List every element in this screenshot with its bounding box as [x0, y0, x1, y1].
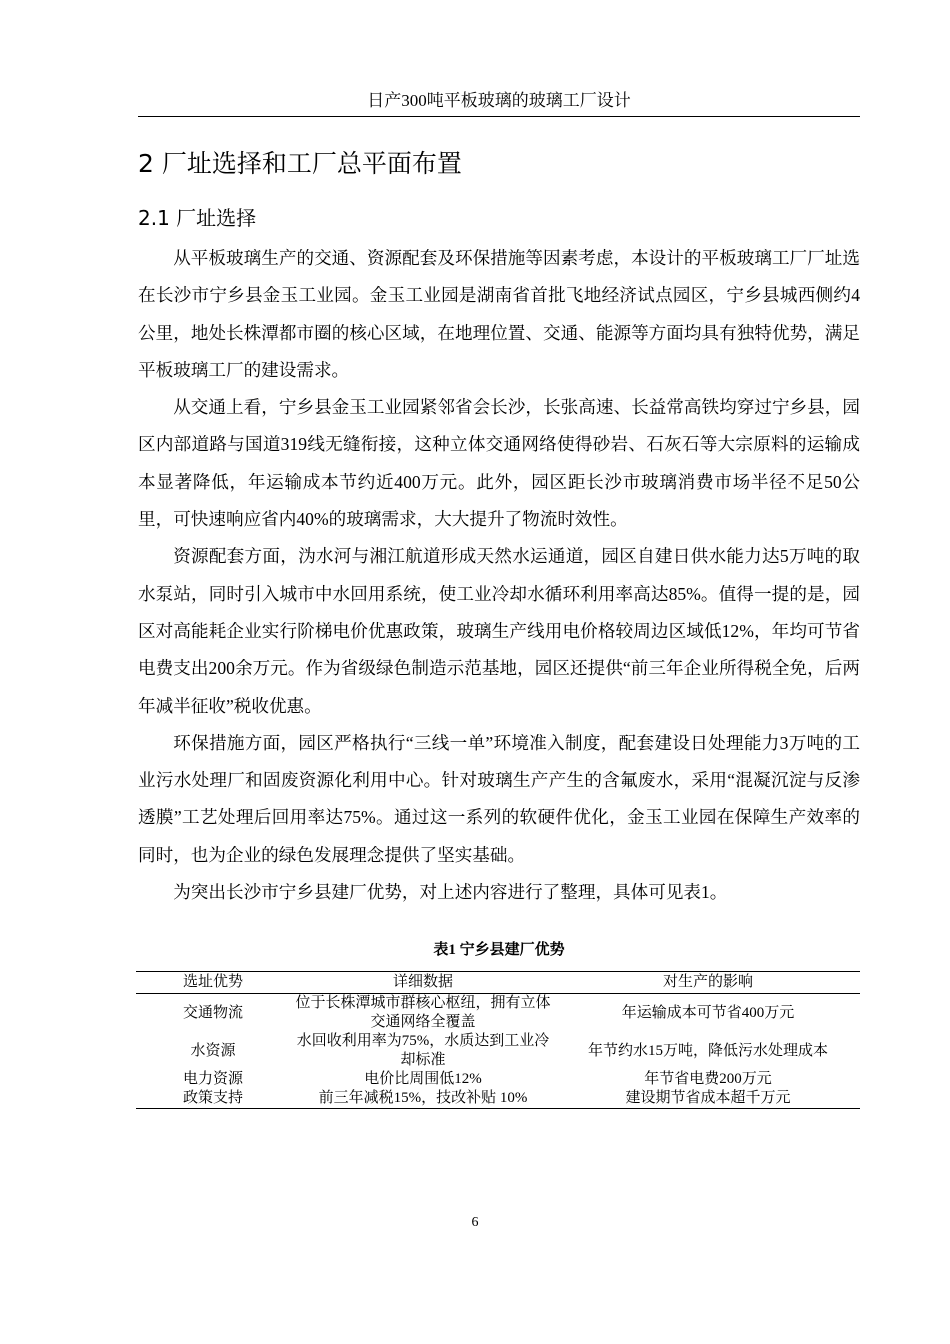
table-row	[136, 1070, 860, 1089]
table-cell: 电力资源	[182, 1071, 243, 1087]
table-cell: 年节省电费200万元	[644, 1071, 772, 1087]
table-cell: 前三年减税15%，技改补贴 10%	[290, 1089, 556, 1109]
body-text	[138, 240, 860, 911]
table-row	[136, 1089, 860, 1109]
table-row	[136, 1032, 860, 1070]
column-header: 详细数据	[290, 972, 556, 994]
paragraph: 资源配套方面，沩水河与湘江航道形成天然水运通道，园区自建日供水能力达5万吨的取水泵站，同时引入城市中水回用系统，使工业冷却水循环利用率高达85%。值得一提的是，园区对高能耗企业实行阶梯电价优惠政策，玻璃生产线用电价格较周边区域低12%，年均可节省电费支出200余万元。作为省级绿色制造示范基地，园区还提供“前三年企业所得税全免，后两年减半征收”税收优惠。	[138, 546, 860, 716]
column-header: 对生产的影响	[556, 972, 860, 994]
column-header: 选址优势	[136, 972, 290, 994]
paragraph: 从平板玻璃生产的交通、资源配套及环保措施等因素考虑，本设计的平板玻璃工厂厂址选在长沙市宁乡县金玉工业园。金玉工业园是湖南省首批飞地经济试点园区，宁乡县城西侧约4公里，地处长株潭都市圈的核心区域，在地理位置、交通、能源等方面均具有独特优势，满足平板玻璃工厂的建设需求。	[138, 248, 860, 380]
table-caption: 表1 宁乡县建厂优势	[433, 942, 565, 958]
table-cell: 年节约水15万吨，降低污水处理成本	[587, 1042, 828, 1059]
section-title: 2.1 厂址选择	[138, 206, 257, 230]
table-cell: 位于长株潭城市群核心枢纽，拥有立体交通网络全覆盖	[295, 995, 551, 1030]
table-cell: 电价比周围低12%	[364, 1071, 482, 1087]
chapter-title: 2 厂址选择和工厂总平面布置	[138, 149, 462, 178]
table-cell: 政策支持	[136, 1089, 290, 1109]
paragraph: 从交通上看，宁乡县金玉工业园紧邻省会长沙，长张高速、长益常高铁均穿过宁乡县，园区内部道路与国道319线无缝衔接，这种立体交通网络使得砂岩、石灰石等大宗原料的运输成本显著降低，年运输成本节约近400万元。此外，园区距长沙市玻璃消费市场半径不足50公里，可快速响应省内40%的玻璃需求，大大提升了物流时效性。	[138, 397, 860, 530]
running-header: 日产300吨平板玻璃的玻璃工厂设计	[138, 86, 860, 117]
table-cell: 水回收利用率为75%，水质达到工业冷却标准	[296, 1033, 550, 1068]
page-number: 6	[471, 1215, 479, 1230]
table-cell: 交通物流	[182, 1004, 243, 1021]
table-header-row	[136, 972, 860, 994]
table-row	[136, 994, 860, 1033]
paragraph: 为突出长沙市宁乡县建厂优势，对上述内容进行了整理，具体可见表1。	[173, 882, 728, 903]
advantage-table	[136, 971, 860, 1109]
table-cell: 建设期节省成本超千万元	[556, 1089, 860, 1109]
table-cell: 年运输成本可节省400万元	[621, 1004, 795, 1021]
table-cell: 水资源	[190, 1042, 236, 1059]
paragraph: 环保措施方面，园区严格执行“三线一单”环境准入制度，配套建设日处理能力3万吨的工业污水处理厂和固废资源化利用中心。针对玻璃生产产生的含氟废水，采用“混凝沉淀与反渗透膜”工艺处理后回用率达75%。通过这一系列的软硬件优化，金玉工业园在保障生产效率的同时，也为企业的绿色发展理念提供了坚实基础。	[138, 732, 860, 865]
